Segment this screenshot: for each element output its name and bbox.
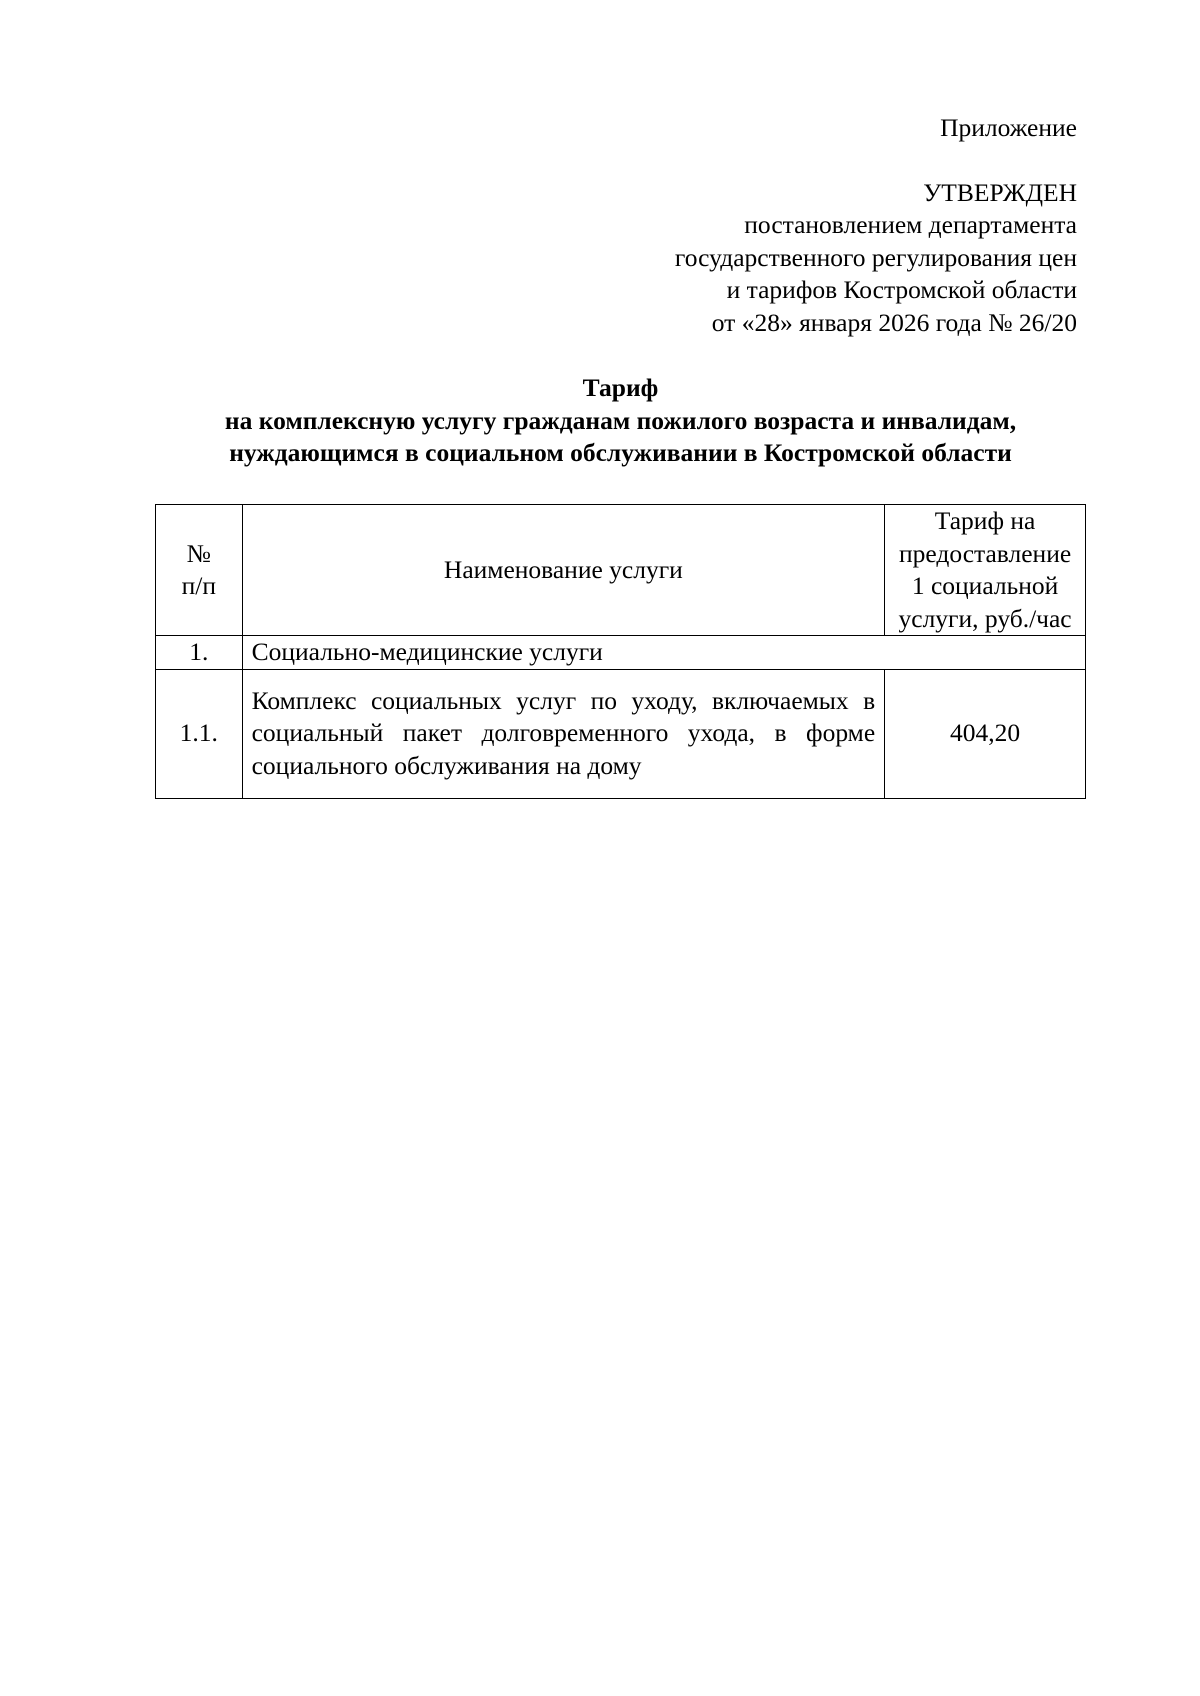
section-name: Социально-медицинские услуги [242,636,1085,670]
header-number-abbr: п/п [181,571,216,600]
header-price-line: Тариф на [934,506,1036,535]
header-cell-name: Наименование услуги [242,505,885,636]
header-price-line: предоставление [898,538,1072,568]
header-price-line: услуги, руб./час [898,603,1072,633]
approved-line: от «28» января 2026 года № 26/20 [711,307,1077,337]
row-price: 404,20 [885,669,1086,798]
approval-stamp-block [675,112,1077,339]
title-line: на комплексную услугу гражданам пожилого возраста и инвалидам, [224,405,1017,435]
title-line: Тариф [582,373,659,402]
table-header-row [156,505,1086,636]
header-cell-number [156,505,243,636]
section-number: 1. [156,636,243,670]
table-row [156,669,1086,798]
row-number: 1.1. [156,669,243,798]
appendix-label: Приложение [940,113,1077,142]
approved-line: государственного регулирования цен [674,242,1077,272]
header-number-symbol: № [186,538,211,568]
header-cell-price [885,505,1086,636]
document-title [155,372,1086,470]
approved-line: постановлением департамента [744,210,1077,239]
row-service-name: Комплекс социальных услуг по уходу, включаемых в социальный пакет долговременного ухода, в форме социального обслуживания на дому [242,669,885,798]
table-section-row [156,636,1086,670]
title-line: нуждающимся в социальном обслуживании в Костромской области [229,438,1012,467]
approved-line: и тарифов Костромской области [726,275,1077,304]
tariff-table [155,504,1086,799]
header-price-line: 1 социальной [911,571,1059,600]
approved-caption: УТВЕРЖДЕН [923,177,1077,207]
